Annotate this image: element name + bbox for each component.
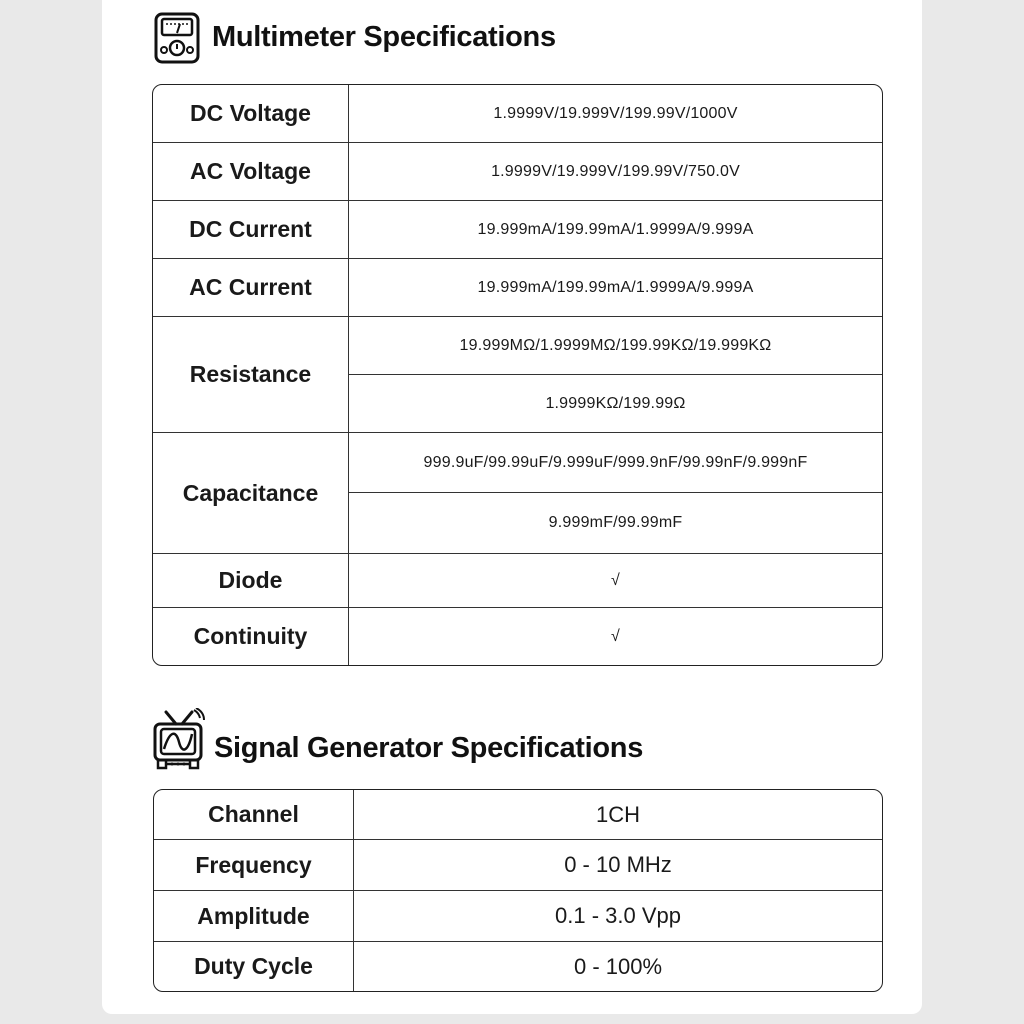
check-mark-cell: √ — [611, 627, 620, 645]
multimeter-section-title: Multimeter Specifications — [212, 20, 556, 53]
signal-generator-spec-table — [153, 789, 883, 992]
value-cell: 1.9999V/19.999V/199.99V/750.0V — [349, 143, 882, 201]
param-cell: AC Voltage — [153, 143, 349, 201]
signal-generator-section-header — [152, 708, 643, 774]
value-cell: 19.999MΩ/1.9999MΩ/199.99KΩ/19.999KΩ — [349, 317, 882, 375]
value-cell: 0.1 - 3.0 Vpp — [354, 891, 882, 942]
value-cell: 1.9999KΩ/199.99Ω — [349, 375, 882, 433]
param-cell: DC Current — [153, 201, 349, 259]
value-cell: 19.999mA/199.99mA/1.9999A/9.999A — [349, 201, 882, 259]
value-cell: 0 - 100% — [573, 953, 663, 979]
table-row — [153, 259, 882, 317]
table-row — [153, 201, 882, 259]
table-row — [153, 317, 882, 375]
table-row — [154, 790, 882, 840]
table-row — [154, 891, 882, 942]
signal-generator-icon — [152, 708, 206, 774]
table-row — [154, 840, 882, 891]
param-cell: Continuity — [153, 608, 349, 665]
param-cell: DC Voltage — [153, 85, 349, 143]
check-mark-cell: √ — [349, 554, 882, 608]
param-cell: Channel — [154, 790, 354, 840]
value-cell: 19.999mA/199.99mA/1.9999A/9.999A — [349, 259, 882, 317]
value-cell: 9.999mF/99.99mF — [349, 493, 882, 554]
param-cell: Resistance — [153, 317, 349, 433]
multimeter-spec-table — [152, 84, 883, 666]
multimeter-icon — [154, 12, 204, 62]
value-cell: 1CH — [354, 790, 882, 840]
param-cell: AC Current — [153, 259, 349, 317]
value-cell: 0 - 10 MHz — [354, 840, 882, 891]
param-cell: Capacitance — [153, 433, 349, 554]
table-row — [153, 143, 882, 201]
value-cell: 1.9999V/19.999V/199.99V/1000V — [349, 85, 882, 143]
value-cell: 999.9uF/99.99uF/9.999uF/999.9nF/99.99nF/9.999nF — [349, 433, 882, 493]
table-row — [153, 85, 882, 143]
table-row — [153, 554, 882, 608]
signal-generator-section-title: Signal Generator Specifications — [214, 731, 644, 764]
table-row — [153, 608, 882, 665]
table-row — [153, 433, 882, 493]
param-cell: Frequency — [154, 840, 354, 891]
param-cell: Diode — [153, 554, 349, 608]
multimeter-section-header — [154, 12, 556, 62]
param-cell: Duty Cycle — [154, 942, 354, 991]
param-cell: Amplitude — [154, 891, 354, 942]
table-row — [154, 942, 882, 991]
